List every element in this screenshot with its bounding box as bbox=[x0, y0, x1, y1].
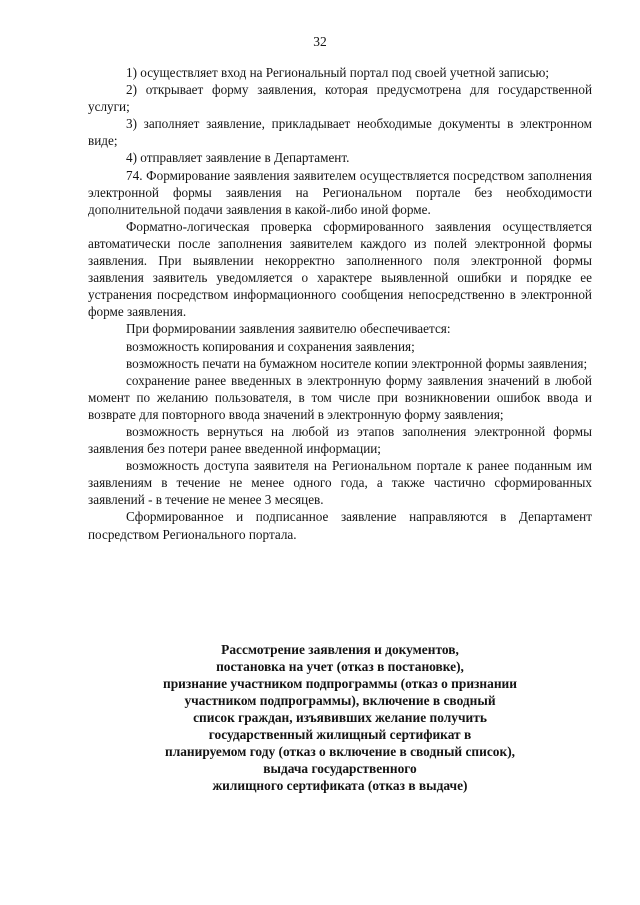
heading-line: постановка на учет (отказ в постановке), bbox=[216, 659, 464, 674]
paragraph: 74. Формирование заявления заявителем осуществляется посредством заполнения электронной формы заявления на Региональном портале без необходимости дополнительной подачи заявления в какой-либо иной форме. bbox=[88, 167, 592, 217]
paragraph: При формировании заявления заявителю обеспечивается: bbox=[126, 321, 451, 337]
page-number: 32 bbox=[313, 34, 327, 49]
document-body bbox=[88, 64, 592, 543]
heading-line: список граждан, изъявивших желание получить bbox=[193, 710, 487, 725]
paragraph: 3) заполняет заявление, прикладывает необходимые документы в электронном виде; bbox=[88, 116, 592, 149]
paragraph: Форматно-логическая проверка сформированного заявления осуществляется автоматически после заполнения заявителем каждого из полей электронной формы заявления. При выявлении некорректно заполненного поля электронной формы заявления заявитель уведомляется о характере выявленной ошибки и порядке ее устранения посредством информационного сообщения непосредственно в электронной форме заявления. bbox=[88, 218, 592, 320]
paragraph: сохранение ранее введенных в электронную форму заявления значений в любой момент по желанию пользователя, в том числе при возникновении ошибок ввода и возврате для повторного ввода значений в электронную форму заявления; bbox=[88, 372, 592, 422]
paragraph: 2) открывает форму заявления, которая предусмотрена для государственной услуги; bbox=[88, 82, 592, 115]
paragraph: 4) отправляет заявление в Департамент. bbox=[126, 150, 350, 166]
paragraph: возможность вернуться на любой из этапов заполнения электронной формы заявления без потери ранее введенной информации; bbox=[88, 423, 592, 457]
paragraph: возможность доступа заявителя на Региональном портале к ранее поданным им заявлениям в течение не менее одного года, а также частично сформированных заявлений - в течение не менее 3 месяцев. bbox=[88, 458, 592, 508]
paragraph: возможность печати на бумажном носителе копии электронной формы заявления; bbox=[126, 355, 588, 371]
paragraph: Сформированное и подписанное заявление направляются в Департамент посредством Регионального портала. bbox=[88, 509, 592, 542]
heading-line: участником подпрограммы), включение в сводный bbox=[184, 693, 496, 708]
heading-line: планируемом году (отказ о включение в сводный список), bbox=[164, 744, 516, 759]
heading-line: государственный жилищный сертификат в bbox=[208, 727, 472, 742]
paragraph: возможность копирования и сохранения заявления; bbox=[126, 338, 415, 354]
heading-line: Рассмотрение заявления и документов, bbox=[221, 642, 459, 657]
section-heading bbox=[88, 641, 592, 794]
paragraph: 1) осуществляет вход на Региональный портал под своей учетной записью; bbox=[126, 65, 550, 80]
heading-line: жилищного сертификата (отказ в выдаче) bbox=[212, 778, 468, 793]
heading-line: выдача государственного bbox=[263, 761, 417, 776]
heading-line: признание участником подпрограммы (отказ о признании bbox=[162, 676, 517, 691]
